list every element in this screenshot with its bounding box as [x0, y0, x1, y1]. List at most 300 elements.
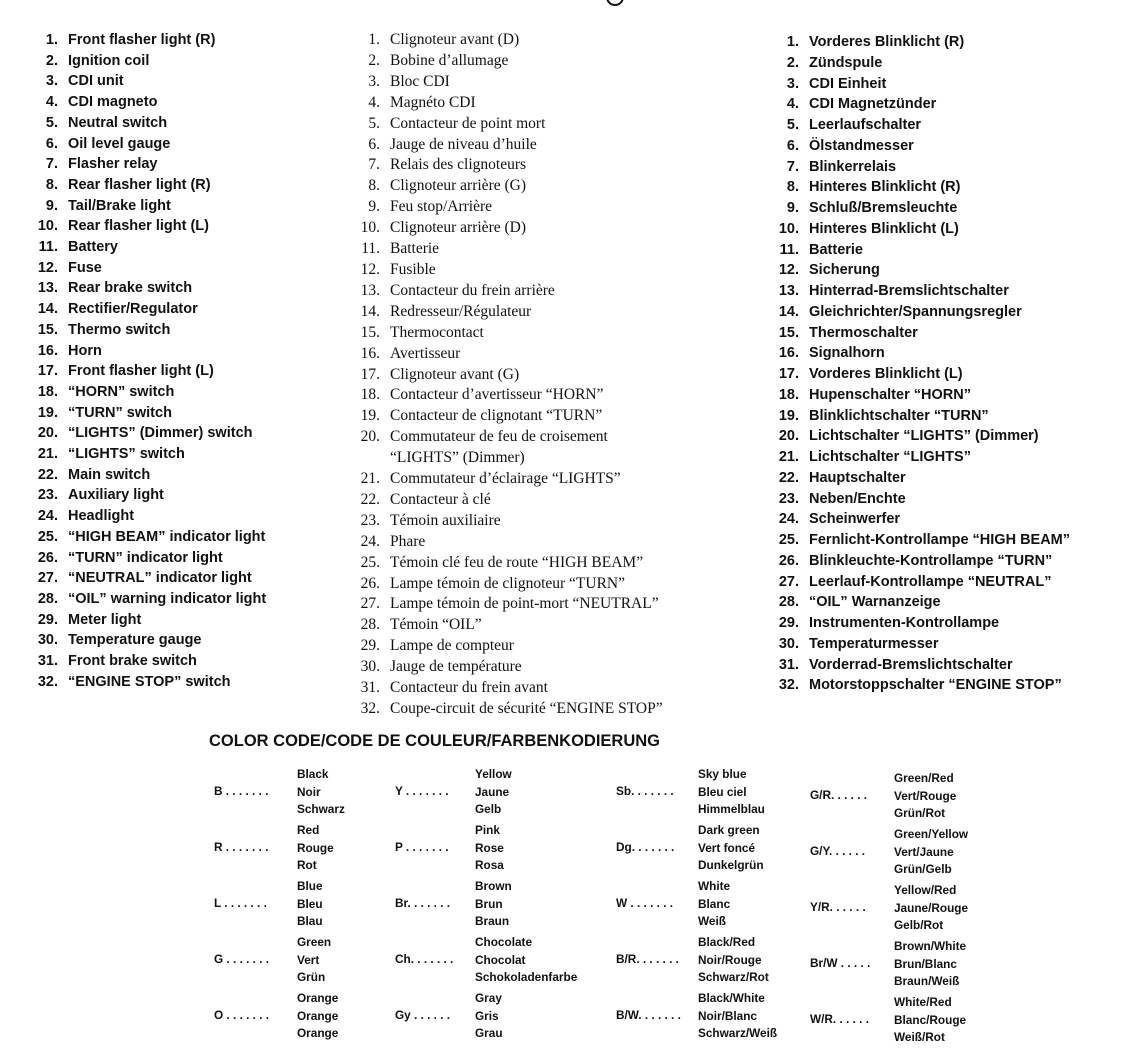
- legend-item: [360, 553, 663, 574]
- legend-item: [778, 655, 1070, 676]
- legend-item-text: Rear flasher light (R): [68, 176, 211, 193]
- color-name-de: Himmelblau: [698, 802, 765, 816]
- legend-item-number: 2.: [45, 52, 58, 69]
- legend-item-text: Instrumenten-Kontrollampe: [809, 615, 1000, 631]
- legend-item-number: 1.: [786, 34, 799, 50]
- color-name-de: Braun/Weiß: [894, 974, 960, 988]
- color-name-de: Weiß/Rot: [894, 1030, 945, 1044]
- color-name-fr: Chocolat: [475, 952, 526, 967]
- color-code-abbreviation: Ch. . . . . . .: [395, 951, 454, 966]
- legend-item: [37, 672, 266, 693]
- legend-item-number: 27.: [37, 570, 58, 587]
- legend-item-number: 14.: [778, 303, 799, 320]
- color-name-en: Pink: [475, 823, 500, 837]
- legend-item-number: 6.: [786, 137, 799, 154]
- legend-item-text: Fernlicht-Kontrollampe “HIGH BEAM”: [809, 532, 1071, 548]
- legend-item-text: Phare: [390, 532, 426, 550]
- legend-item: [360, 218, 663, 239]
- color-code-names: [475, 822, 504, 875]
- legend-item-text: Horn: [68, 342, 102, 359]
- legend-item-text: Redresseur/Régulateur: [390, 302, 532, 320]
- legend-item: [45, 30, 266, 51]
- legend-item-text: Leerlauf-Kontrollampe “NEUTRAL”: [809, 573, 1052, 590]
- legend-item: [786, 177, 1070, 198]
- legend-item-number: 22.: [360, 490, 380, 508]
- legend-item: [37, 651, 266, 672]
- legend-item: [360, 532, 663, 553]
- legend-item-number: 16.: [360, 344, 380, 362]
- legend-item-text: Jauge de température: [390, 658, 522, 676]
- legend-item-text: Commutateur d’éclairage “LIGHTS”: [390, 470, 621, 488]
- legend-item-text: “LIGHTS” switch: [68, 446, 185, 463]
- legend-item: [778, 343, 1070, 364]
- legend-item-text: Rear flasher light (L): [68, 218, 209, 235]
- legend-item: [37, 320, 266, 341]
- legend-item-number: 3.: [45, 73, 58, 90]
- color-name-en: Blue: [297, 879, 323, 893]
- legend-item-number: 28.: [37, 590, 58, 607]
- legend-item: [786, 198, 1070, 219]
- legend-item-text: Hupenschalter “HORN”: [809, 386, 971, 403]
- color-name-fr: Vert/Jaune: [894, 844, 954, 859]
- color-name-fr: Orange: [297, 1008, 339, 1023]
- legend-item-number: 25.: [778, 532, 799, 548]
- legend-item-text: Témoin auxiliaire: [390, 511, 501, 529]
- color-code-abbreviation: Gy . . . . . .: [395, 1007, 451, 1022]
- color-code-names: [698, 822, 764, 875]
- legend-item-number: 7.: [45, 156, 58, 173]
- legend-item: [778, 592, 1070, 613]
- color-name-de: Dunkelgrün: [698, 858, 764, 872]
- legend-item-text: Motorstoppschalter “ENGINE STOP”: [809, 677, 1062, 694]
- legend-item: [368, 135, 663, 156]
- legend-item-number: 20.: [37, 425, 58, 442]
- color-code-names: [698, 990, 777, 1043]
- legend-item: [368, 72, 663, 93]
- legend-item: [778, 530, 1071, 551]
- legend-item-text: Clignoteur arrière (D): [390, 219, 526, 237]
- color-name-fr: Jaune: [475, 784, 510, 799]
- legend-item-text: Headlight: [68, 508, 135, 525]
- legend-item: [778, 675, 1070, 696]
- legend-item-text: Clignoteur avant (G): [390, 365, 520, 383]
- legend-item-text: Coupe-circuit de sécurité “ENGINE STOP”: [390, 700, 663, 717]
- legend-item: [361, 239, 663, 260]
- legend-item: [786, 74, 1070, 95]
- legend-item-number: 17.: [37, 363, 58, 380]
- legend-item-number: 23.: [360, 511, 380, 529]
- color-name-en: Black: [297, 767, 329, 781]
- legend-item: [45, 196, 266, 217]
- legend-item-text: “OIL” warning indicator light: [68, 590, 267, 607]
- legend-item: [37, 361, 266, 382]
- color-code-heading: COLOR CODE/CODE DE COULEUR/FARBENKODIERUNG: [209, 732, 661, 750]
- legend-item-text: Front brake switch: [68, 653, 197, 670]
- legend-item: [45, 113, 266, 134]
- legend-item-number: 12.: [778, 262, 799, 279]
- legend-item: [360, 699, 663, 720]
- color-name-en: Green/Yellow: [894, 827, 969, 841]
- legend-item: [778, 447, 1070, 468]
- color-name-de: Gelb/Rot: [894, 918, 944, 932]
- legend-item-text: Ignition coil: [68, 52, 150, 69]
- legend-item-text: Tail/Brake light: [68, 197, 171, 214]
- color-name-de: Grün/Rot: [894, 806, 946, 820]
- legend-item-number: 6.: [45, 135, 58, 152]
- legend-item: [37, 630, 266, 651]
- legend-item-number: 8.: [45, 176, 58, 193]
- legend-item-number: 16.: [37, 342, 58, 359]
- legend-item: [786, 32, 1070, 53]
- legend-item: [45, 51, 266, 72]
- legend-item-number: 28.: [778, 594, 799, 611]
- legend-item-number: 22.: [778, 469, 799, 486]
- legend-item: [360, 678, 663, 699]
- legend-item-text: Thermocontact: [390, 323, 484, 341]
- legend-item: [37, 423, 266, 444]
- legend-item: [368, 155, 663, 176]
- legend-item-number: 28.: [360, 616, 380, 634]
- color-code-abbreviation: B . . . . . . .: [214, 783, 269, 798]
- color-name-fr: Brun: [475, 896, 503, 911]
- legend-item-number: 27.: [778, 573, 799, 590]
- legend-item-number: 5.: [45, 114, 58, 131]
- legend-item-text: Contacteur à clé: [390, 490, 491, 508]
- legend-item-number: 24.: [37, 508, 58, 525]
- legend-item: [37, 548, 266, 569]
- color-code-names: [475, 766, 512, 819]
- color-name-fr: Noir: [297, 784, 321, 799]
- legend-item: [778, 572, 1070, 593]
- legend-item-number: 31.: [360, 679, 380, 697]
- legend-item-number: 19.: [360, 407, 380, 425]
- legend-item-number: 23.: [778, 490, 799, 507]
- color-code-abbreviation: Sb. . . . . . .: [616, 783, 674, 798]
- color-name-fr: Rouge: [297, 840, 334, 855]
- legend-item-text: Contacteur de clignotant “TURN”: [390, 407, 603, 425]
- legend-item: [368, 93, 663, 114]
- color-name-en: Black/Red: [698, 935, 756, 949]
- legend-item-text: Fuse: [68, 259, 102, 276]
- legend-item-number: 32.: [778, 677, 799, 694]
- legend-item: [37, 258, 266, 279]
- legend-item-text: Témoin “OIL”: [390, 616, 482, 634]
- color-name-en: Red: [297, 823, 320, 837]
- legend-item: [37, 527, 266, 548]
- color-code-names: [475, 934, 577, 987]
- legend-item-number: 30.: [778, 635, 799, 652]
- legend-item-text: Feu stop/Arrière: [390, 198, 493, 216]
- color-name-fr: Brun/Blanc: [894, 956, 957, 971]
- legend-item-number: 15.: [37, 321, 58, 338]
- legend-item-number: 29.: [778, 615, 799, 631]
- color-code-names: [297, 822, 334, 875]
- legend-item: [360, 406, 663, 427]
- legend-item-text: Battery: [68, 239, 118, 256]
- legend-item-text: Oil level gauge: [68, 135, 171, 152]
- legend-item-text: Commutateur de feu de croisement: [390, 428, 608, 446]
- legend-item-number: 25.: [360, 553, 380, 571]
- legend-item-text: Batterie: [390, 240, 440, 258]
- legend-item: [37, 299, 266, 320]
- legend-item-number: 13.: [37, 280, 58, 297]
- legend-item: [778, 551, 1070, 572]
- legend-item: [360, 260, 663, 281]
- legend-item-text-continued: “LIGHTS” (Dimmer): [390, 449, 525, 467]
- color-name-en: Black/White: [698, 991, 765, 1005]
- legend-item: [778, 302, 1070, 323]
- legend-item-text: Sicherung: [809, 262, 880, 279]
- color-name-de: Gelb: [475, 802, 502, 816]
- legend-item: [360, 636, 663, 657]
- legend-item: [37, 506, 266, 527]
- legend-item-text: Témoin clé feu de route “HIGH BEAM”: [390, 553, 644, 571]
- legend-item: [368, 30, 663, 51]
- legend-item: [778, 406, 1070, 427]
- legend-item-number: 5.: [786, 117, 799, 133]
- color-name-fr: Bleu ciel: [698, 784, 747, 799]
- legend-item: [37, 444, 266, 465]
- color-name-de: Orange: [297, 1026, 339, 1040]
- color-code-names: [297, 990, 338, 1043]
- legend-item-number: 23.: [37, 487, 58, 504]
- color-code-abbreviation: Y . . . . . . .: [395, 783, 449, 798]
- legend-item-text: Hinteres Blinklicht (R): [809, 179, 961, 196]
- legend-item-number: 31.: [778, 656, 799, 673]
- legend-item-number: 24.: [778, 511, 799, 528]
- legend-item: [37, 278, 266, 299]
- legend-item-number: 31.: [37, 653, 58, 670]
- legend-item-number: 26.: [360, 574, 380, 592]
- legend-item-text: Scheinwerfer: [809, 511, 901, 528]
- legend-item-number: 32.: [360, 700, 380, 717]
- color-code-names: [894, 938, 966, 991]
- color-code-names: [894, 826, 968, 879]
- legend-item-number: 24.: [360, 532, 380, 550]
- legend-item-number: 29.: [360, 637, 380, 655]
- color-code-names: [297, 934, 331, 987]
- legend-item: [778, 260, 1070, 281]
- color-name-en: Orange: [297, 991, 339, 1005]
- legend-item: [778, 364, 1070, 385]
- legend-item: [786, 157, 1070, 178]
- legend-item: [360, 511, 663, 532]
- legend-item-number: 7.: [786, 158, 799, 175]
- legend-item-text: Zündspule: [809, 54, 883, 71]
- legend-item: [37, 568, 266, 589]
- color-name-de: Schokoladenfarbe: [475, 970, 578, 984]
- legend-item-number: 30.: [360, 658, 380, 676]
- legend-item-text: Temperaturmesser: [809, 635, 939, 652]
- color-code-names: [297, 878, 323, 931]
- legend-item: [45, 71, 266, 92]
- color-name-fr: Blanc/Rouge: [894, 1012, 967, 1027]
- legend-item-text: Temperature gauge: [68, 632, 202, 649]
- legend-item-number: 8.: [368, 177, 380, 195]
- legend-list-english: [37, 30, 267, 693]
- legend-item-number: 3.: [786, 75, 799, 92]
- legend-item-text: Auxiliary light: [68, 487, 164, 504]
- color-name-fr: Noir/Rouge: [698, 952, 762, 967]
- legend-item-number: 20.: [778, 428, 799, 445]
- legend-item: [360, 594, 663, 615]
- color-code-abbreviation: Y/R. . . . . .: [810, 899, 866, 914]
- legend-item: [778, 468, 1070, 489]
- legend-item: [786, 136, 1070, 157]
- legend-item-number: 14.: [360, 302, 380, 320]
- legend-item: [368, 176, 663, 197]
- legend-item: [360, 490, 663, 511]
- legend-item: [360, 615, 663, 636]
- legend-item-text: Lichtschalter “LIGHTS”: [809, 449, 971, 465]
- legend-item-text: “HIGH BEAM” indicator light: [68, 528, 266, 545]
- color-name-en: Green: [297, 935, 332, 949]
- legend-item: [37, 485, 266, 506]
- legend-item-number: 1.: [368, 31, 380, 48]
- legend-item-text: “HORN” switch: [68, 383, 175, 400]
- legend-item-number: 19.: [778, 407, 799, 424]
- color-name-de: Blau: [297, 914, 323, 928]
- legend-item-text: Vorderrad-Bremslichtschalter: [809, 656, 1013, 673]
- legend-item-text: Hinterrad-Bremslichtschalter: [809, 283, 1009, 299]
- legend-item: [778, 634, 1070, 655]
- color-name-de: Grau: [475, 1026, 503, 1040]
- color-code-abbreviation: O . . . . . . .: [214, 1007, 270, 1022]
- color-code-abbreviation: L . . . . . . .: [214, 895, 267, 910]
- legend-item: [778, 509, 1070, 530]
- legend-item-number: 20.: [360, 428, 380, 446]
- color-name-fr: Blanc: [698, 896, 731, 911]
- page-marker-circle: [606, 0, 624, 6]
- legend-item-text: CDI unit: [68, 73, 124, 90]
- legend-item-number: 12.: [37, 259, 58, 276]
- color-code-names: [297, 766, 345, 819]
- color-name-de: Weiß: [698, 914, 726, 928]
- legend-item: [360, 302, 663, 323]
- color-name-en: Chocolate: [475, 935, 533, 949]
- color-code-abbreviation: B/R. . . . . . .: [616, 951, 679, 966]
- legend-item-number: 1.: [45, 32, 58, 48]
- legend-item-number: 17.: [360, 365, 380, 383]
- legend-item-number: 9.: [368, 198, 380, 216]
- legend-item-text: Blinkerrelais: [809, 158, 897, 175]
- legend-item: [368, 197, 663, 218]
- legend-item-number: 21.: [360, 470, 380, 488]
- legend-item: [368, 51, 663, 72]
- color-name-en: Brown: [475, 879, 512, 893]
- legend-item-text: Contacteur du frein avant: [390, 679, 548, 697]
- legend-item-text: “OIL” Warnanzeige: [809, 594, 941, 611]
- legend-item-number: 13.: [778, 283, 799, 299]
- color-name-fr: Noir/Blanc: [698, 1008, 757, 1023]
- legend-item-text: Bobine d’allumage: [390, 51, 509, 69]
- legend-item-text: Front flasher light (R): [68, 32, 216, 48]
- legend-item-number: 12.: [360, 260, 380, 278]
- legend-item: [360, 427, 663, 469]
- legend-item-number: 11.: [361, 240, 380, 258]
- legend-item-number: 6.: [368, 135, 380, 153]
- legend-list-french: [360, 30, 663, 720]
- legend-item-text: Bloc CDI: [390, 72, 450, 90]
- color-code-names: [475, 878, 512, 931]
- legend-item-number: 10.: [37, 218, 58, 235]
- legend-item-text: Blinklichtschalter “TURN”: [809, 407, 989, 424]
- color-name-en: Sky blue: [698, 767, 747, 781]
- legend-item-number: 14.: [37, 301, 58, 318]
- legend-item-text: Lampe témoin de point-mort “NEUTRAL”: [390, 595, 659, 613]
- legend-item-text: “NEUTRAL” indicator light: [68, 570, 252, 587]
- legend-item-number: 22.: [37, 466, 58, 483]
- legend-item-number: 4.: [786, 96, 799, 113]
- legend-item-text: Avertisseur: [390, 344, 461, 362]
- legend-item-number: 25.: [37, 528, 58, 545]
- legend-item-text: Gleichrichter/Spannungsregler: [809, 303, 1022, 320]
- legend-item-text: Contacteur du frein arrière: [390, 281, 555, 299]
- legend-item-text: “ENGINE STOP” switch: [68, 673, 231, 690]
- legend-item-text: Clignoteur arrière (G): [390, 177, 526, 195]
- legend-item: [786, 53, 1070, 74]
- color-name-en: Yellow: [475, 767, 512, 781]
- color-code-abbreviation: G . . . . . . .: [214, 951, 270, 966]
- legend-item-number: 11.: [38, 239, 58, 256]
- legend-item: [360, 469, 663, 490]
- legend-item-number: 13.: [360, 281, 380, 299]
- legend-item-text: Flasher relay: [68, 156, 158, 173]
- color-name-fr: Jaune/Rouge: [894, 900, 969, 915]
- legend-item-text: Ölstandmesser: [809, 137, 914, 154]
- color-name-de: Grün/Gelb: [894, 862, 952, 876]
- legend-item-text: Schluß/Bremsleuchte: [809, 200, 958, 216]
- legend-item: [778, 323, 1070, 344]
- legend-item: [37, 610, 266, 631]
- legend-item-number: 3.: [368, 72, 380, 90]
- legend-item-number: 18.: [37, 383, 58, 400]
- legend-item-text: Main switch: [68, 466, 151, 483]
- legend-item: [786, 94, 1070, 115]
- color-code-abbreviation: Br. . . . . . .: [395, 895, 451, 910]
- color-name-fr: Bleu: [297, 896, 323, 911]
- legend-item-text: Vorderes Blinklicht (L): [809, 366, 963, 382]
- legend-item-text: Leerlaufschalter: [809, 117, 922, 133]
- legend-item: [778, 281, 1070, 302]
- color-code-abbreviation: W/R. . . . . .: [810, 1011, 869, 1026]
- color-name-fr: Vert/Rouge: [894, 788, 957, 803]
- legend-item-text: Rear brake switch: [68, 280, 193, 297]
- legend-item-text: Lichtschalter “LIGHTS” (Dimmer): [809, 428, 1039, 445]
- color-code-names: [894, 994, 966, 1047]
- legend-item-text: Thermo switch: [68, 321, 171, 338]
- legend-item-text: “LIGHTS” (Dimmer) switch: [68, 425, 253, 442]
- color-code-abbreviation: G/Y. . . . . .: [810, 843, 866, 858]
- color-name-de: Rot: [297, 858, 317, 872]
- legend-item-text: Hinteres Blinklicht (L): [809, 220, 959, 237]
- color-name-de: Schwarz/Rot: [698, 970, 769, 984]
- legend-item-number: 2.: [368, 51, 380, 69]
- legend-item: [37, 216, 266, 237]
- color-code-abbreviation: R . . . . . . .: [214, 839, 269, 854]
- color-code-abbreviation: B/W. . . . . . .: [616, 1007, 681, 1022]
- color-code-abbreviation: Dg. . . . . . .: [616, 839, 675, 854]
- legend-item-text: Signalhorn: [809, 345, 885, 362]
- legend-item-number: 5.: [368, 114, 380, 132]
- legend-item-number: 32.: [37, 673, 58, 690]
- legend-item-text: CDI Einheit: [809, 75, 887, 92]
- legend-item: [45, 92, 266, 113]
- legend-item-number: 9.: [45, 197, 58, 214]
- legend-item-text: Contacteur de point mort: [390, 114, 546, 132]
- legend-item-text: Front flasher light (L): [68, 363, 214, 380]
- legend-item: [778, 613, 1070, 634]
